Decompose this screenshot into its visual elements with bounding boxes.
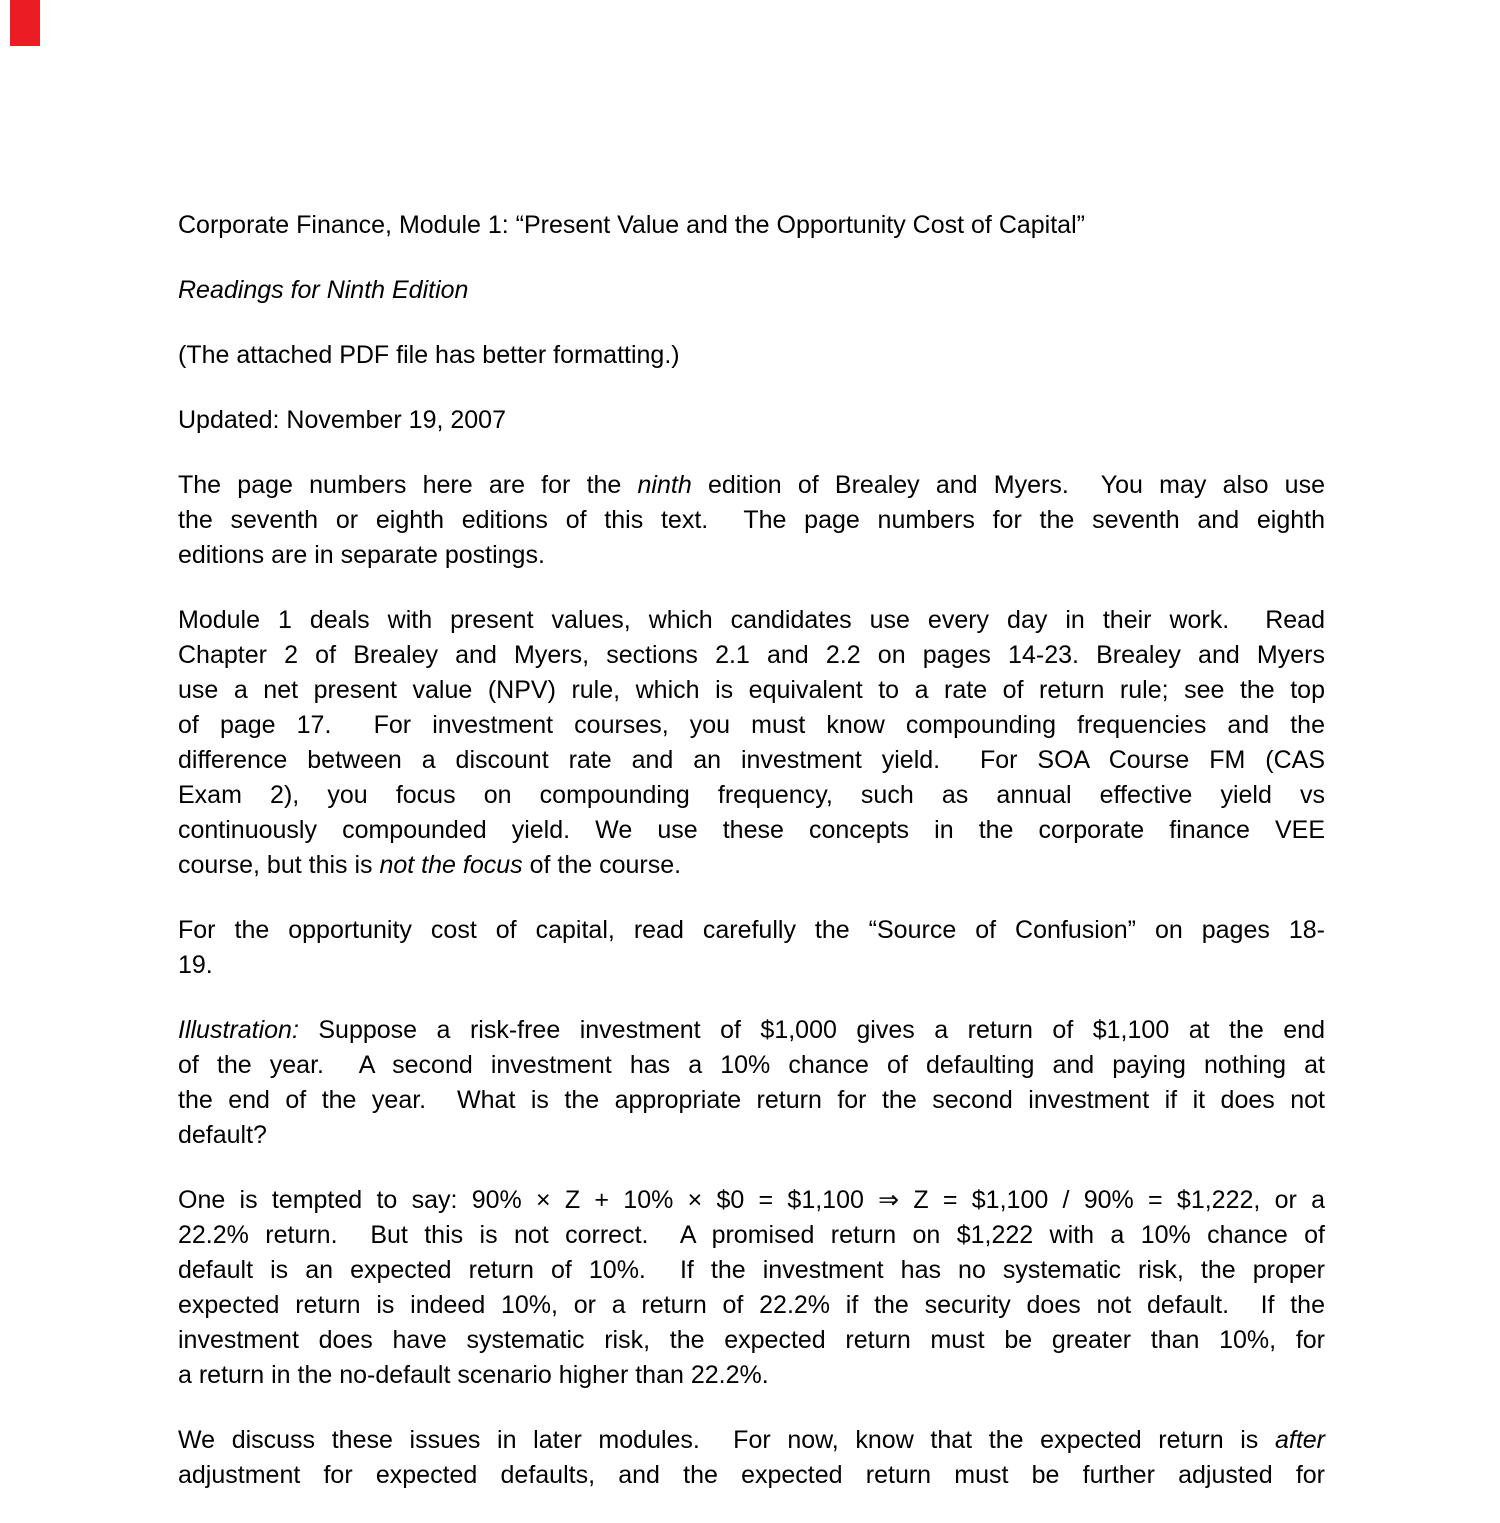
text-line — [178, 778, 1325, 813]
text-line — [178, 208, 1325, 243]
paragraph — [178, 468, 1325, 573]
text-line — [178, 1458, 1325, 1493]
text-line — [178, 673, 1325, 708]
document-body — [178, 208, 1325, 1523]
text-line — [178, 1218, 1325, 1253]
paragraph — [178, 208, 1325, 243]
text-segment: expected return is indeed 10%, or a return of 22.2% if the security does not default. If the — [178, 1291, 1325, 1319]
text-segment: a return in the no-default scenario higher than 22.2%. — [178, 1361, 769, 1389]
text-segment: 22.2% return. But this is not correct. A promised return on $1,222 with a 10% chance of — [178, 1221, 1325, 1249]
paragraph — [178, 1013, 1325, 1153]
text-segment: default? — [178, 1121, 267, 1149]
text-segment: Module 1 deals with present values, which candidates use every day in their work. Read — [178, 606, 1325, 634]
text-segment: (The attached PDF file has better formatting.) — [178, 341, 680, 369]
italic-text-segment: Readings for Ninth Edition — [178, 276, 469, 304]
text-line — [178, 468, 1325, 503]
text-segment: Suppose a risk-free investment of $1,000 gives a return of $1,100 at the end — [298, 1016, 1325, 1044]
italic-text-segment: after — [1274, 1426, 1325, 1454]
text-line — [178, 1083, 1325, 1118]
paragraph — [178, 273, 1325, 308]
text-line — [178, 638, 1325, 673]
red-corner-tab — [10, 0, 40, 46]
paragraph — [178, 603, 1325, 883]
text-line — [178, 708, 1325, 743]
text-line — [178, 913, 1325, 948]
paragraph — [178, 338, 1325, 373]
text-segment: Corporate Finance, Module 1: “Present Value and the Opportunity Cost of Capital” — [178, 211, 1085, 239]
text-segment: edition of Brealey and Myers. You may also use — [691, 471, 1325, 499]
text-line — [178, 743, 1325, 778]
text-segment: the end of the year. What is the appropriate return for the second investment if it does not — [178, 1086, 1325, 1114]
text-line — [178, 813, 1325, 848]
text-segment: For the opportunity cost of capital, read carefully the “Source of Confusion” on pages 18- — [178, 916, 1325, 944]
text-line — [178, 1118, 1325, 1153]
text-segment: of the course. — [522, 851, 682, 879]
text-segment: the seventh or eighth editions of this text. The page numbers for the seventh and eighth — [178, 506, 1325, 534]
text-segment: One is tempted to say: 90% × Z + 10% × $0 = $1,100 ⇒ Z = $1,100 / 90% = $1,222, or a — [178, 1186, 1325, 1214]
text-segment: The page numbers here are for the — [178, 471, 638, 499]
text-line — [178, 948, 1325, 983]
text-segment: investment does have systematic risk, the expected return must be greater than 10%, for — [178, 1326, 1325, 1354]
text-line — [178, 403, 1325, 438]
text-segment: continuously compounded yield. We use these concepts in the corporate finance VEE — [178, 816, 1325, 844]
text-line — [178, 603, 1325, 638]
text-line — [178, 1288, 1325, 1323]
text-line — [178, 273, 1325, 308]
text-segment: adjustment for expected defaults, and the expected return must be further adjusted for — [178, 1461, 1325, 1489]
text-line — [178, 503, 1325, 538]
text-segment: We discuss these issues in later modules. For now, know that the expected return is — [178, 1426, 1275, 1454]
text-line — [178, 338, 1325, 373]
paragraph — [178, 1423, 1325, 1493]
text-segment: of page 17. For investment courses, you must know compounding frequencies and the — [178, 711, 1325, 739]
text-segment: course, but this is — [178, 851, 380, 879]
text-segment: Exam 2), you focus on compounding frequency, such as annual effective yield vs — [178, 781, 1325, 809]
text-line — [178, 1323, 1325, 1358]
paragraph — [178, 1183, 1325, 1393]
paragraph — [178, 403, 1325, 438]
italic-text-segment: Illustration: — [178, 1016, 299, 1044]
text-segment: 19. — [178, 951, 213, 979]
text-line — [178, 848, 1325, 883]
text-line — [178, 1183, 1325, 1218]
text-segment: of the year. A second investment has a 10% chance of defaulting and paying nothing at — [178, 1051, 1325, 1079]
text-line — [178, 1358, 1325, 1393]
paragraph — [178, 913, 1325, 983]
text-segment: Chapter 2 of Brealey and Myers, sections 2.1 and 2.2 on pages 14-23. Brealey and Myers — [178, 641, 1325, 669]
text-line — [178, 1013, 1325, 1048]
italic-text-segment: ninth — [637, 471, 692, 499]
text-segment: Updated: November 19, 2007 — [178, 406, 506, 434]
text-segment: editions are in separate postings. — [178, 541, 545, 569]
text-line — [178, 1253, 1325, 1288]
text-segment: use a net present value (NPV) rule, which is equivalent to a rate of return rule; see the top — [178, 676, 1325, 704]
text-line — [178, 538, 1325, 573]
text-segment: default is an expected return of 10%. If the investment has no systematic risk, the proper — [178, 1256, 1325, 1284]
italic-text-segment: not the focus — [379, 851, 523, 879]
text-segment: difference between a discount rate and an investment yield. For SOA Course FM (CAS — [178, 746, 1325, 774]
text-line — [178, 1048, 1325, 1083]
text-line — [178, 1423, 1325, 1458]
